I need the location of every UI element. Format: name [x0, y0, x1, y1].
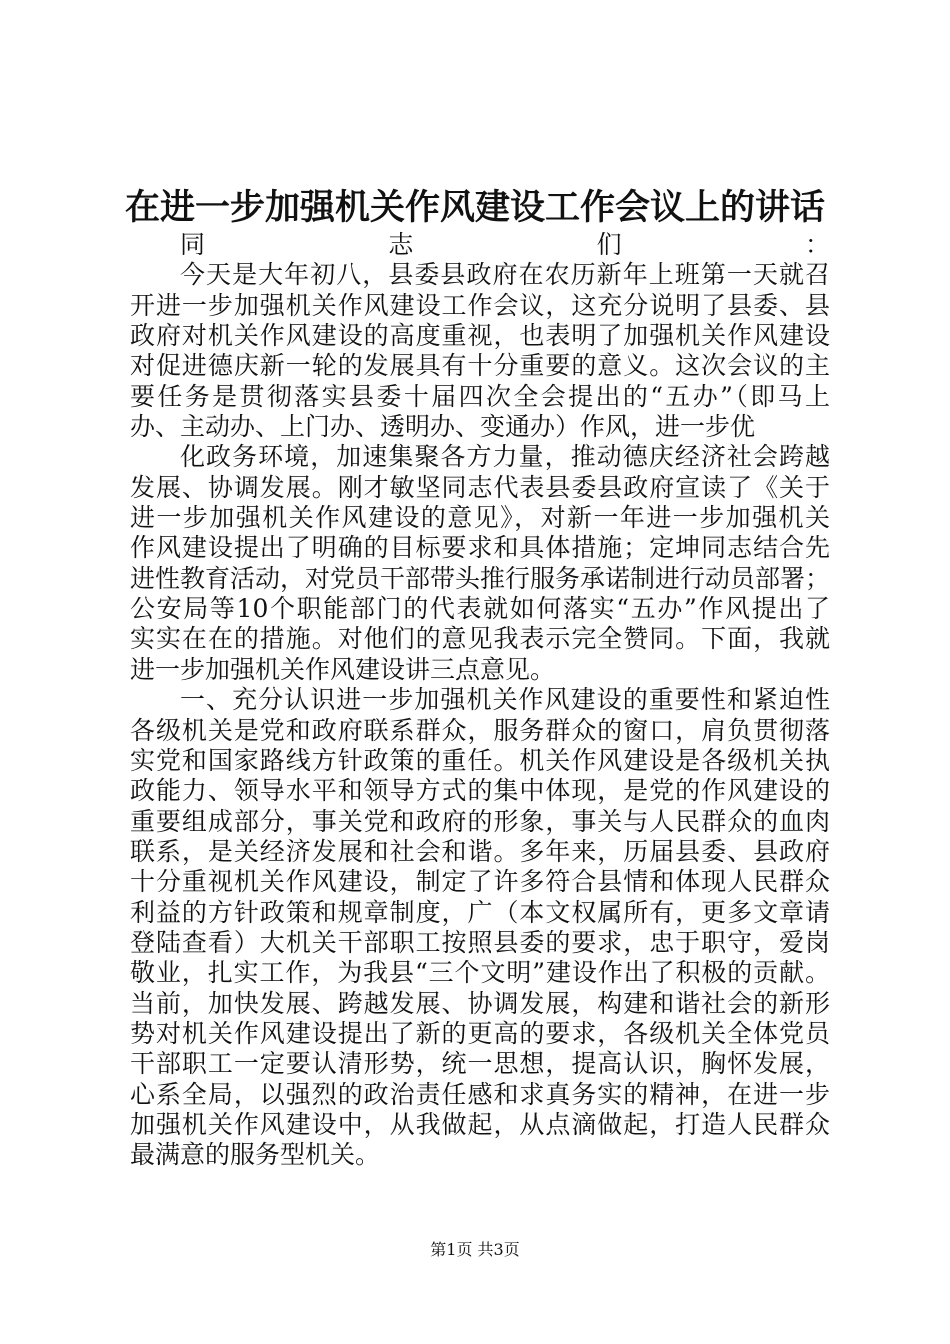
body-line: 化政务环境，加速集聚各方力量，推动德庆经济社会跨越 [180, 442, 830, 472]
body-line: 重要组成部分，事关党和政府的形象，事关与人民群众的血肉 [130, 806, 830, 836]
body-line: 加强机关作风建设中，从我做起，从点滴做起，打造人民群众 [130, 1109, 830, 1139]
body-line: 对促进德庆新一轮的发展具有十分重要的意义。这次会议的主 [130, 351, 830, 381]
body-line: 政能力、领导水平和领导方式的集中体现，是党的作风建设的 [130, 776, 830, 806]
body-line: 最满意的服务型机关。 [130, 1140, 381, 1170]
body-line: 发展、协调发展。刚才敏坚同志代表县委县政府宣读了《关于 [130, 472, 830, 502]
body-line: 进一步加强机关作风建设的意见》，对新一年进一步加强机关 [130, 503, 830, 533]
body-line: 十分重视机关作风建设，制定了许多符合县情和体现人民群众 [130, 867, 830, 897]
body-line: 敬业，扎实工作，为我县“三个文明”建设作出了积极的贡献。 [130, 958, 830, 988]
body-line: 今天是大年初八，县委县政府在农历新年上班第一天就召 [180, 260, 830, 290]
body-line: 进性教育活动，对党员干部带头推行服务承诺制进行动员部署； [130, 563, 831, 593]
body-line: 登陆查看）大机关干部职工按照县委的要求，忠于职守，爱岗 [130, 927, 830, 957]
body-line: 公安局等10个职能部门的代表就如何落实“五办”作风提出了 [130, 594, 830, 624]
body-line: 各级机关是党和政府联系群众，服务群众的窗口，肩负贯彻落 [130, 715, 830, 745]
body-line: 作风建设提出了明确的目标要求和具体措施；定坤同志结合先 [130, 533, 830, 563]
body-line: 进一步加强机关作风建设讲三点意见。 [130, 654, 556, 684]
body-line: 利益的方针政策和规章制度，广（本文权属所有，更多文章请 [130, 897, 830, 927]
body-line: 要任务是贯彻落实县委十届四次全会提出的“五办”（即马上 [130, 381, 830, 411]
page-number-footer: 第1页 共3页 [430, 1240, 520, 1259]
document-title: 在进一步加强机关作风建设工作会议上的讲话 [124, 188, 825, 228]
body-line: 开进一步加强机关作风建设工作会议，这充分说明了县委、县 [130, 290, 830, 320]
body-line: 办、主动办、上门办、透明办、变通办）作风，进一步优 [130, 412, 756, 442]
document-body [130, 230, 830, 1171]
section-heading: 一、充分认识进一步加强机关作风建设的重要性和紧迫性 [180, 685, 830, 715]
body-line: 联系，是关经济发展和社会和谐。多年来，历届县委、县政府 [130, 836, 830, 866]
body-line: 当前，加快发展、跨越发展、协调发展，构建和谐社会的新形 [130, 988, 830, 1018]
body-line: 势对机关作风建设提出了新的更高的要求，各级机关全体党员 [130, 1018, 830, 1048]
body-line: 干部职工一定要认清形势，统一思想，提高认识，胸怀发展， [130, 1049, 830, 1079]
body-line: 同志们： [180, 230, 830, 259]
body-line: 政府对机关作风建设的高度重视，也表明了加强机关作风建设 [130, 321, 830, 351]
body-line: 实党和国家路线方针政策的重任。机关作风建设是各级机关执 [130, 745, 830, 775]
body-line: 实实在在的措施。对他们的意见我表示完全赞同。下面，我就 [130, 624, 830, 654]
body-line: 心系全局，以强烈的政治责任感和求真务实的精神，在进一步 [130, 1079, 830, 1109]
